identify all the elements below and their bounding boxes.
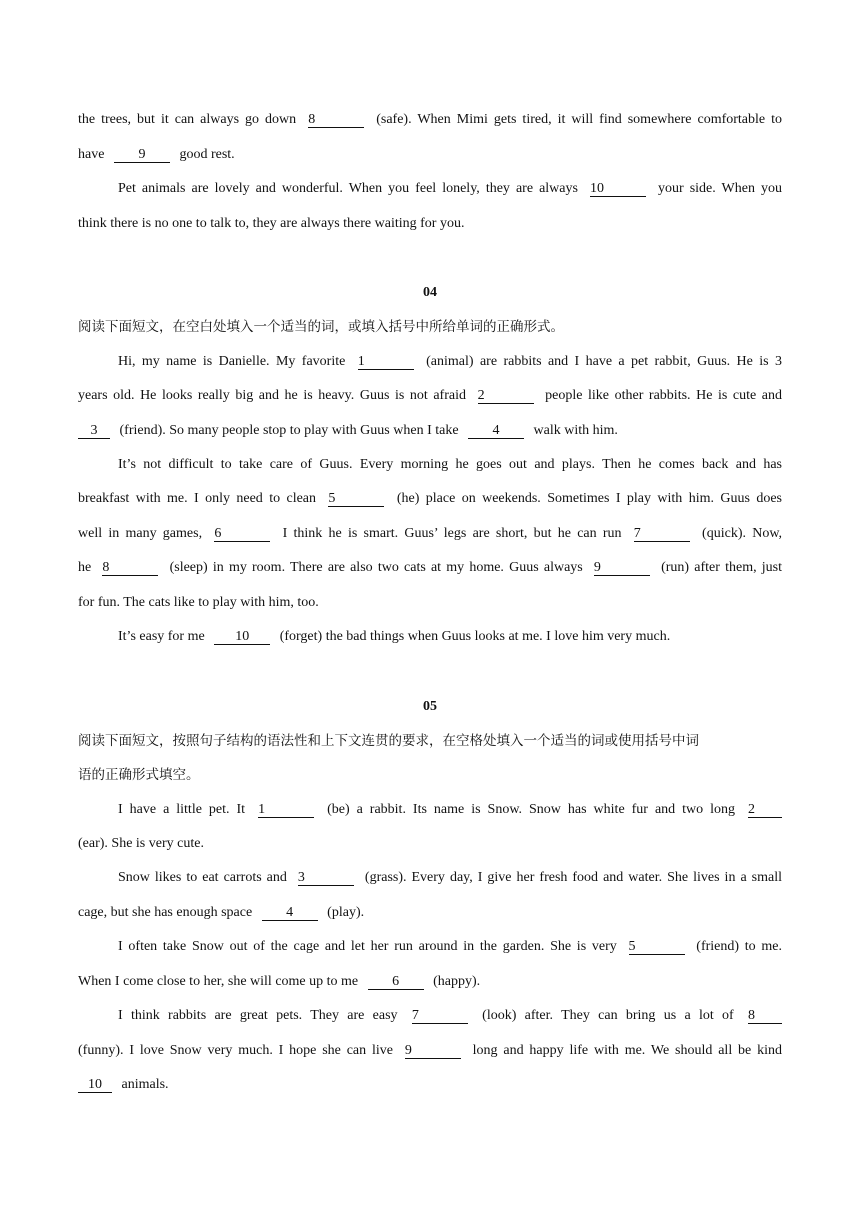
s05-p2-line-1: Snow likes to eat carrots and 3 (grass). Every day, I give her fresh food and water. She lives in a small <box>118 870 783 885</box>
section-05-instruction-2: 语的正确形式填空。 <box>78 767 200 783</box>
s05-blank-5[interactable]: 5 <box>629 939 685 955</box>
s04-blank-1[interactable]: 1 <box>358 354 414 370</box>
s05-blank-10[interactable]: 10 <box>78 1077 112 1093</box>
section-05-number: 05 <box>423 699 437 714</box>
s04-p1-line-2: years old. He looks really big and he is heavy. Guus is not afraid 2 people like other rabbits. He is cute and <box>78 388 783 403</box>
s05-p3-line-2: When I come close to her, she will come up to me 6 (happy). <box>78 974 481 989</box>
s04-p2-line-1: It’s not difficult to take care of Guus. Every morning he goes out and plays. Then he comes back and has <box>118 457 782 472</box>
prev-passage-line-4: think there is no one to talk to, they are always there waiting for you. <box>78 216 465 231</box>
s04-blank-7[interactable]: 7 <box>634 526 690 542</box>
s04-p1-line-1: Hi, my name is Danielle. My favorite 1 (animal) are rabbits and I have a pet rabbit, Guus. He is 3 <box>118 354 783 369</box>
s05-p4-line-3: 10 animals. <box>78 1075 782 1095</box>
s04-blank-3[interactable]: 3 <box>78 423 110 439</box>
prev-passage-line-3: Pet animals are lovely and wonderful. When you feel lonely, they are always 10 your side. When you <box>118 181 782 196</box>
answer-blank-8[interactable]: 8 <box>308 112 364 128</box>
s04-blank-4[interactable]: 4 <box>468 423 524 439</box>
s05-blank-2[interactable]: 2 <box>748 802 782 818</box>
s05-blank-1[interactable]: 1 <box>258 802 314 818</box>
s05-blank-4[interactable]: 4 <box>262 905 318 921</box>
s04-blank-9[interactable]: 9 <box>594 560 650 576</box>
s05-p4-line-1: I think rabbits are great pets. They are easy 7 (look) after. They can bring us a lot of 8 <box>118 1006 782 1026</box>
s05-p4-line-2: (funny). I love Snow very much. I hope she can live 9 long and happy life with me. We should all be kind <box>78 1043 782 1058</box>
s04-blank-10[interactable]: 10 <box>214 629 270 645</box>
section-04-number: 04 <box>423 285 437 300</box>
s05-p1-line-2: (ear). She is very cute. <box>78 836 204 851</box>
section-04-instruction: 阅读下面短文，在空白处填入一个适当的词，或填入括号中所给单词的正确形式。 <box>78 319 564 335</box>
prev-passage-line-2: have 9 good rest. <box>78 147 235 162</box>
s05-p1-line-1: I have a little pet. It 1 (be) a rabbit. Its name is Snow. Snow has white fur and two long 2 <box>118 800 782 820</box>
s04-p1-line-3: 3 (friend). So many people stop to play with Guus when I take 4 walk with him. <box>78 421 782 441</box>
s05-blank-6[interactable]: 6 <box>368 974 424 990</box>
s04-p3-line-1: It’s easy for me 10 (forget) the bad things when Guus looks at me. I love him very much. <box>118 629 671 644</box>
s04-blank-5[interactable]: 5 <box>328 491 384 507</box>
s05-blank-7[interactable]: 7 <box>412 1008 468 1024</box>
s04-blank-6[interactable]: 6 <box>214 526 270 542</box>
s05-blank-3[interactable]: 3 <box>298 870 354 886</box>
s05-blank-8[interactable]: 8 <box>748 1008 782 1024</box>
answer-blank-10[interactable]: 10 <box>590 181 646 197</box>
s04-p2-line-4: he 8 (sleep) in my room. There are also two cats at my home. Guus always 9 (run) after them, just <box>78 560 783 575</box>
s04-p2-line-5: for fun. The cats like to play with him, too. <box>78 595 319 610</box>
s04-p2-line-2: breakfast with me. I only need to clean 5 (he) place on weekends. Sometimes I play with him. Guus does <box>78 491 782 506</box>
s05-p3-line-1: I often take Snow out of the cage and let her run around in the garden. She is very 5 (friend) to me. <box>118 939 783 954</box>
prev-passage-line-1: the trees, but it can always go down 8 (safe). When Mimi gets tired, it will find somewhere comfortable to <box>78 112 783 127</box>
s05-p2-line-2: cage, but she has enough space 4 (play). <box>78 905 365 920</box>
s04-blank-8[interactable]: 8 <box>102 560 158 576</box>
answer-blank-9[interactable]: 9 <box>114 147 170 163</box>
s04-blank-2[interactable]: 2 <box>478 388 534 404</box>
s05-blank-9[interactable]: 9 <box>405 1043 461 1059</box>
s04-p2-line-3: well in many games, 6 I think he is smart. Guus’ legs are short, but he can run 7 (quick). Now, <box>78 526 783 541</box>
section-05-instruction-1: 阅读下面短文，按照句子结构的语法性和上下文连贯的要求，在空格处填入一个适当的词或使用括号中词 <box>78 733 699 749</box>
